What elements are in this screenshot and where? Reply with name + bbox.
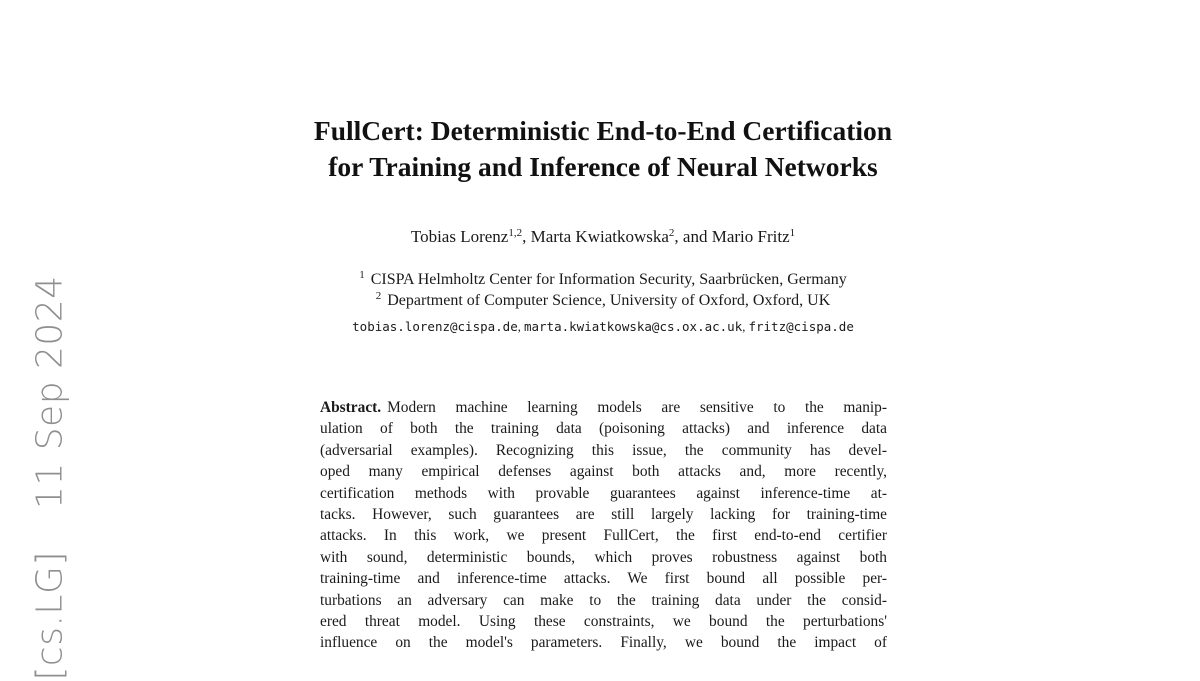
- affiliation-text: Department of Computer Science, University of Oxford, Oxford, UK: [387, 292, 831, 309]
- email-list: tobias.lorenz@cispa.de, marta.kwiatkowska@cs.ox.ac.uk, fritz@cispa.de: [352, 319, 854, 334]
- affiliation-mark: 2: [375, 290, 382, 302]
- abstract: [320, 397, 887, 654]
- author-name: Marta Kwiatkowska: [530, 227, 669, 246]
- abstract-line: certification methods with provable guarantees against inference-time at-: [320, 484, 887, 502]
- paper-title: [0, 113, 1200, 185]
- author-affil-mark: 1,2: [508, 227, 523, 239]
- arxiv-category: [cs.LG]: [29, 551, 71, 681]
- affiliation-text: CISPA Helmholtz Center for Information Security, Saarbrücken, Germany: [370, 271, 847, 288]
- title-line-2: for Training and Inference of Neural Networks: [328, 151, 878, 182]
- abstract-line: training-time and inference-time attacks. We first bound all possible per-: [320, 570, 887, 588]
- abstract-line: [320, 397, 887, 418]
- author-affil-mark: 1: [789, 227, 796, 239]
- author-separator: , and: [674, 227, 712, 246]
- title-line-1: FullCert: Deterministic End-to-End Certification: [313, 115, 893, 146]
- abstract-text: Modern machine learning models are sensitive to the manip-: [387, 399, 887, 416]
- abstract-line: ulation of both the training data (poisoning attacks) and inference data: [320, 420, 887, 438]
- abstract-line: tacks. However, such guarantees are still largely lacking for training-time: [320, 505, 887, 523]
- abstract-label: Abstract.: [320, 399, 382, 416]
- abstract-line: (adversarial examples). Recognizing this issue, the community has devel-: [320, 441, 887, 459]
- author-list: [0, 227, 1200, 247]
- email-address: fritz@cispa.de: [748, 319, 854, 334]
- author-name: Mario Fritz: [711, 227, 790, 246]
- abstract-line: turbations an adversary can make to the training data under the consid-: [320, 591, 887, 609]
- email-address: tobias.lorenz@cispa.de: [352, 319, 518, 334]
- arxiv-side-stamp: [25, 275, 72, 680]
- abstract-line: attacks. In this work, we present FullCert, the first end-to-end certifier: [320, 527, 887, 545]
- abstract-line: with sound, deterministic bounds, which proves robustness against both: [320, 548, 887, 566]
- affiliation-list: [0, 269, 1200, 311]
- author-name: Tobias Lorenz: [410, 227, 509, 246]
- affiliation-mark: 1: [359, 269, 365, 281]
- author-separator: ,: [522, 227, 531, 246]
- affiliation: [0, 269, 1200, 290]
- abstract-line: oped many empirical defenses against both attacks and, more recently,: [320, 463, 887, 481]
- email-address: marta.kwiatkowska@cs.ox.ac.uk: [523, 319, 743, 334]
- arxiv-date: 11 Sep 2024: [29, 275, 71, 510]
- abstract-line: influence on the model's parameters. Finally, we bound the impact of: [320, 634, 887, 652]
- author-affil-mark: 2: [668, 227, 675, 239]
- affiliation: [0, 290, 1200, 311]
- abstract-line: ered threat model. Using these constraints, we bound the perturbations': [320, 612, 887, 630]
